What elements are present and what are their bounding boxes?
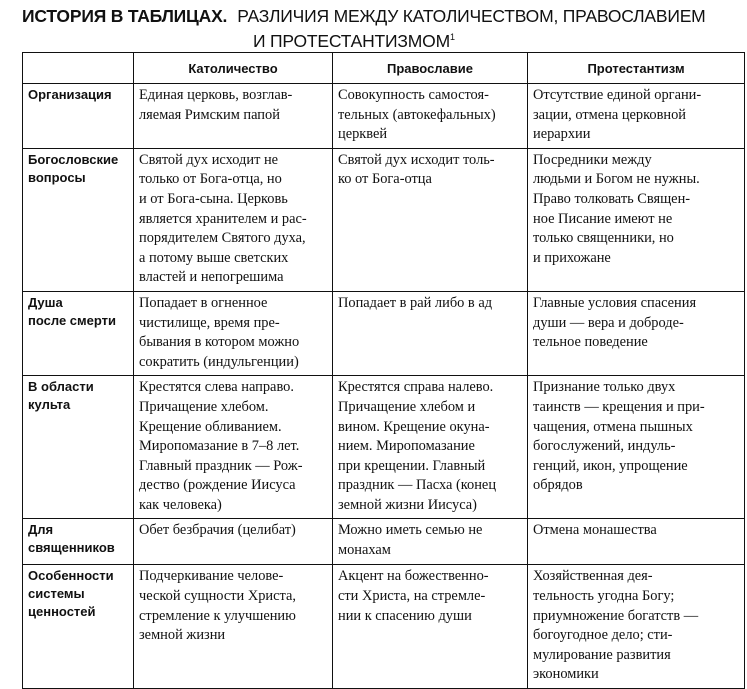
title-lead: ИСТОРИЯ В ТАБЛИЦАХ. <box>22 6 228 26</box>
cell-catholicism: Обет безбрачия (целибат) <box>134 519 333 565</box>
table-row <box>23 291 745 375</box>
cell-protestantism: Отсутствие единой органи- зации, отмена церковной иерархии <box>528 84 745 149</box>
title-line-2: И ПРОТЕСТАНТИЗМОМ <box>253 31 450 51</box>
table-row <box>23 565 745 689</box>
cell-protestantism: Отмена монашества <box>528 519 745 565</box>
table-row <box>23 84 745 149</box>
cell-catholicism: Крестятся слева направо. Причащение хлебом. Крещение обливанием. Миропомазание в 7–8 лет. Главный праздник — Рож- дество (рождение Иисуса как человека) <box>134 376 333 519</box>
cell-orthodoxy: Попадает в рай либо в ад <box>333 291 528 375</box>
cell-catholicism: Попадает в огненное чистилище, время пре- бывания в котором можно сократить (индульгенции) <box>134 291 333 375</box>
row-label-cult: В области культа <box>23 376 134 519</box>
title-footnote-mark: 1 <box>449 32 455 42</box>
cell-protestantism: Признание только двух таинств — крещения и при- чащения, отмена пышных богослужений, индуль- генций, икон, упрощение обрядов <box>528 376 745 519</box>
cell-protestantism: Главные условия спасения души — вера и доброде- тельное поведение <box>528 291 745 375</box>
row-label-soul-after-death: Душа после смерти <box>23 291 134 375</box>
cell-protestantism: Хозяйственная дея- тельность угодна Богу; приумножение богатств — богоугодное дело; сти- мулирование развития экономики <box>528 565 745 689</box>
title-line-2-wrap <box>22 27 742 52</box>
table-row <box>23 519 745 565</box>
row-label-theology: Богословские вопросы <box>23 148 134 291</box>
cell-catholicism: Святой дух исходит не только от Бога-отца, но и от Бога-сына. Церковь является хранителем и рас- порядителем Святого духа, а потому выше светских властей и непогрешима <box>134 148 333 291</box>
cell-orthodoxy: Акцент на божественно- сти Христа, на стремле- нии к спасению души <box>333 565 528 689</box>
cell-orthodoxy: Можно иметь семью не монахам <box>333 519 528 565</box>
cell-protestantism: Посредники между людьми и Богом не нужны. Право толковать Священ- ное Писание имеют не только священники, но и прихожане <box>528 148 745 291</box>
header-protestantism: Протестантизм <box>528 53 745 84</box>
table-row <box>23 148 745 291</box>
cell-orthodoxy: Крестятся справа налево. Причащение хлебом и вином. Крещение окуна- нием. Миропомазание при крещении. Главный праздник — Пасха (конец земной жизни Иисуса) <box>333 376 528 519</box>
header-catholicism: Католичество <box>134 53 333 84</box>
row-label-value-system: Особенности системы ценностей <box>23 565 134 689</box>
cell-orthodoxy: Святой дух исходит толь- ко от Бога-отца <box>333 148 528 291</box>
cell-catholicism: Подчеркивание челове- ческой сущности Христа, стремление к улучшению земной жизни <box>134 565 333 689</box>
cell-orthodoxy: Совокупность самостоя- тельных (автокефальных) церквей <box>333 84 528 149</box>
title-line-1: РАЗЛИЧИЯ МЕЖДУ КАТОЛИЧЕСТВОМ, ПРАВОСЛАВИЕМ <box>237 6 706 26</box>
table-row <box>23 376 745 519</box>
header-row <box>23 53 745 84</box>
cell-catholicism: Единая церковь, возглав- ляемая Римским папой <box>134 84 333 149</box>
page-title <box>22 6 742 52</box>
header-orthodoxy: Православие <box>333 53 528 84</box>
row-label-organization: Организация <box>23 84 134 149</box>
comparison-table <box>22 52 745 689</box>
row-label-for-priests: Для священников <box>23 519 134 565</box>
header-empty <box>23 53 134 84</box>
